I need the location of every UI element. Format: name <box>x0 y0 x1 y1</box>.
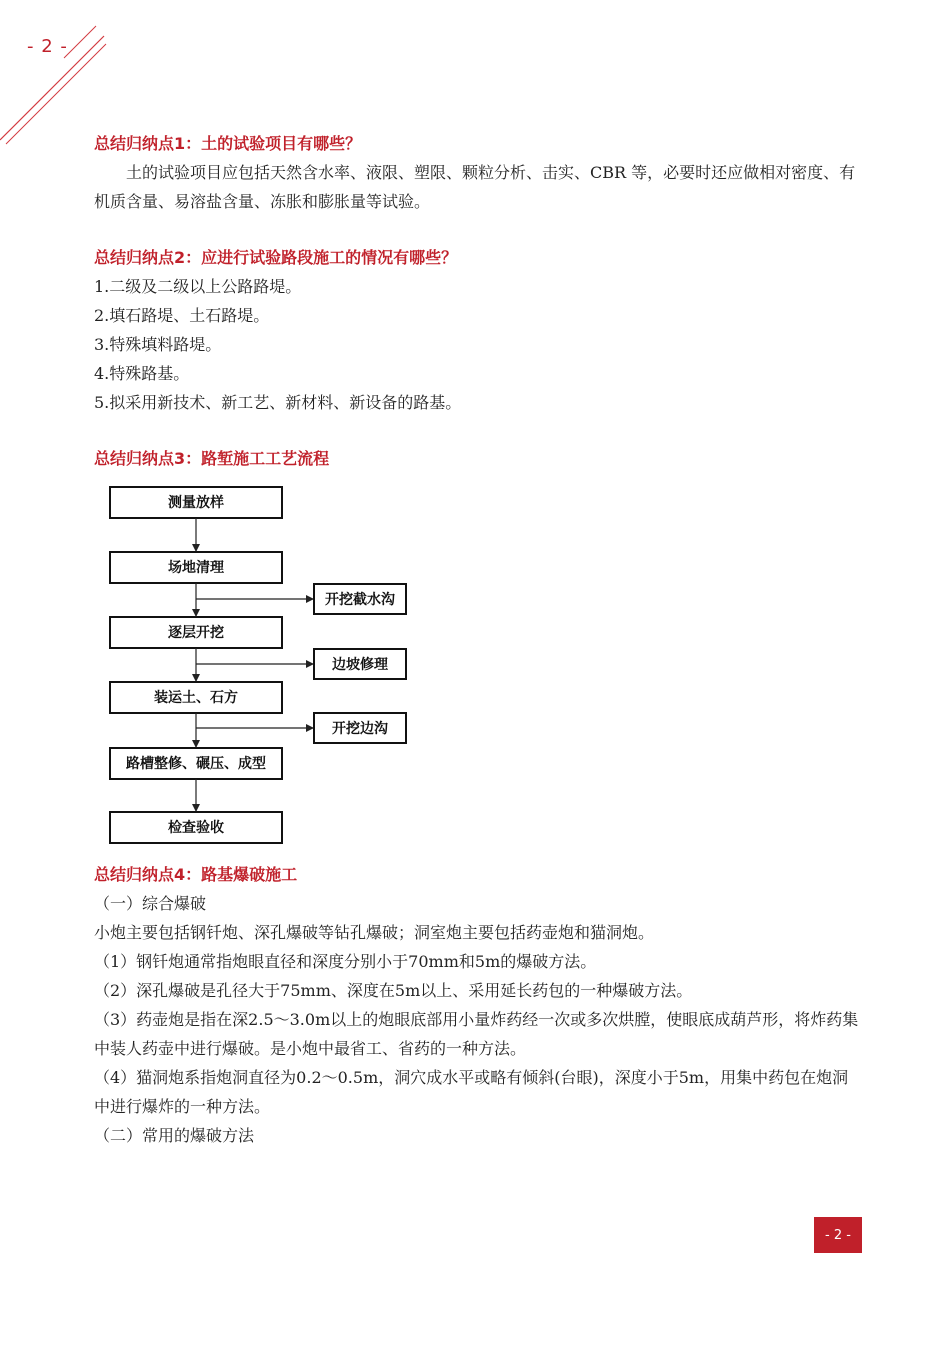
flow-step <box>110 617 282 648</box>
svg-text:逐层开挖: 逐层开挖 <box>168 625 224 641</box>
svg-text:检查验收: 检查验收 <box>168 820 224 836</box>
list-item: 5.拟采用新技术、新工艺、新材料、新设备的路基。 <box>94 393 462 412</box>
svg-text:开挖边沟: 开挖边沟 <box>332 721 388 737</box>
svg-text:路槽整修、碾压、成型: 路槽整修、碾压、成型 <box>126 756 266 772</box>
section-heading: 总结归纳点3：路堑施工工艺流程 <box>94 449 330 468</box>
section-heading: 总结归纳点1：土的试验项目有哪些？ <box>94 134 362 153</box>
body-line: （3）药壶炮是指在深2.5～3.0m以上的炮眼底部用小量炸药经一次或多次烘膛，使眼底成葫芦形，将炸药集中装人药壶中进行爆破。是小炮中最省工、省药的一种方法。 <box>94 1010 859 1058</box>
section-1 <box>94 130 864 216</box>
flow-step <box>110 552 282 583</box>
svg-text:开挖截水沟: 开挖截水沟 <box>325 592 395 608</box>
corner-decoration <box>0 0 130 150</box>
body-line: （4）猫洞炮系指炮洞直径为0.2～0.5m，洞穴成水平或略有倾斜(台眼)，深度小于5m，用集中药包在炮洞中进行爆炸的一种方法。 <box>94 1068 849 1116</box>
construction-flowchart <box>108 485 418 847</box>
flow-step <box>110 812 282 843</box>
list-item: 4.特殊路基。 <box>94 364 190 383</box>
section-heading: 总结归纳点2：应进行试验路段施工的情况有哪些？ <box>94 248 458 267</box>
body-line: （2）深孔爆破是孔径大于75mm、深度在5m以上、采用延长药包的一种爆破方法。 <box>94 981 693 1000</box>
body-line: （1）钢钎炮通常指炮眼直径和深度分别小于70mm和5m的爆破方法。 <box>94 952 597 971</box>
flow-step <box>110 748 282 779</box>
section-paragraph: 土的试验项目应包括天然含水率、液限、塑限、颗粒分析、击实、CBR 等，必要时还应做相对密度、有机质含量、易溶盐含量、冻胀和膨胀量等试验。 <box>94 163 856 211</box>
footer-page-number: - 2 - <box>814 1217 862 1253</box>
flow-branch <box>314 649 406 679</box>
flow-step <box>110 487 282 518</box>
section-3 <box>94 445 864 847</box>
header-page-number: - 2 - <box>27 36 68 57</box>
svg-text:装运土、石方: 装运土、石方 <box>154 690 238 706</box>
svg-text:边坡修理: 边坡修理 <box>332 657 388 673</box>
section-2 <box>94 244 864 417</box>
subheading: （二）常用的爆破方法 <box>94 1126 255 1145</box>
svg-text:测量放样: 测量放样 <box>168 495 224 511</box>
section-heading: 总结归纳点4：路基爆破施工 <box>94 865 298 884</box>
svg-text:场地清理: 场地清理 <box>168 560 224 576</box>
document-body <box>94 130 864 1150</box>
list-item: 2.填石路堤、土石路堤。 <box>94 306 270 325</box>
section-4 <box>94 861 864 1150</box>
list-item: 3.特殊填料路堤。 <box>94 335 222 354</box>
flow-branch <box>314 713 406 743</box>
flow-branch <box>314 584 406 614</box>
flow-step <box>110 682 282 713</box>
subheading: （一）综合爆破 <box>94 894 207 913</box>
body-line: 小炮主要包括钢钎炮、深孔爆破等钻孔爆破；洞室炮主要包括药壶炮和猫洞炮。 <box>94 923 655 942</box>
list-item: 1.二级及二级以上公路路堤。 <box>94 277 302 296</box>
